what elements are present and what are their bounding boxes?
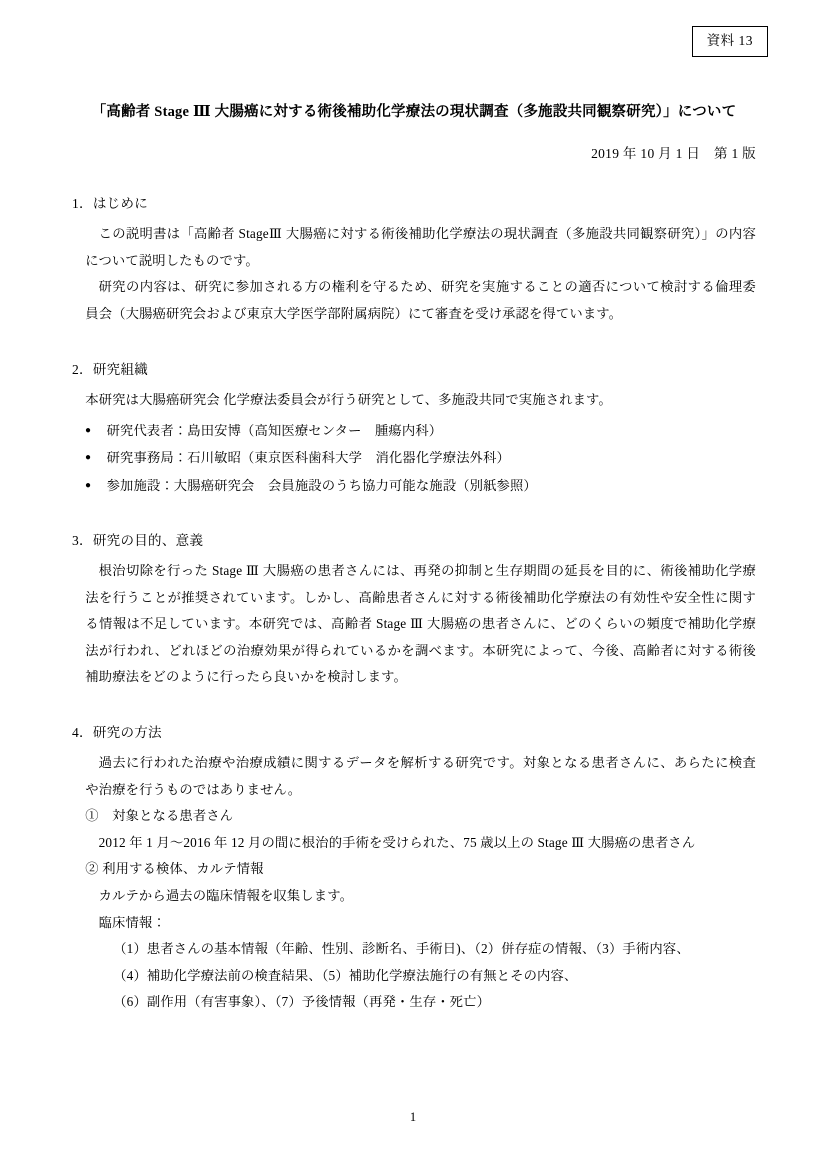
page-title: 「高齢者 Stage Ⅲ 大腸癌に対する術後補助化学療法の現状調査（多施設共同観察研究）」について xyxy=(91,104,737,120)
section-introduction xyxy=(72,192,756,327)
bullet-dot-icon: ● xyxy=(85,479,92,491)
list-item-label: 参加施設：大腸癌研究会 会員施設のうち協力可能な施設（別紙参照） xyxy=(106,477,537,493)
section-heading: 4．研究の方法 xyxy=(72,724,162,740)
section-heading: 3．研究の目的、意義 xyxy=(72,532,204,548)
section-methods xyxy=(72,721,756,1016)
bullet-dot-icon: ● xyxy=(85,425,92,437)
numbered-item-label: ① 対象となる患者さん xyxy=(85,808,234,824)
paragraph: この説明書は「高齢者 StageⅢ 大腸癌に対する術後補助化学療法の現状調査（多施設共同観察研究）」の内容について説明したものです。 xyxy=(85,226,756,268)
list-item xyxy=(72,444,756,471)
list-item xyxy=(72,472,756,499)
numbered-item-line: 臨床情報： xyxy=(98,914,166,930)
numbered-item-line: 2012 年 1 月～2016 年 12 月の間に根治的手術を受けられた、75 歳以上の Stage Ⅲ 大腸癌の患者さん xyxy=(98,834,696,850)
section-research-organization xyxy=(72,358,756,499)
paragraph: 研究の内容は、研究に参加される方の権利を守るため、研究を実施することの適否について検討する倫理委員会（大腸癌研究会および東京大学医学部附属病院）にて審査を受け承認を得ています。 xyxy=(85,279,756,322)
numbered-item-label: ② 利用する検体、カルテ情報 xyxy=(85,861,264,877)
list-item xyxy=(72,417,756,444)
list-item-label: 研究代表者：島田安博（高知医療センター 腫瘍内科） xyxy=(106,423,443,439)
paragraph: 根治切除を行った Stage Ⅲ 大腸癌の患者さんには、再発の抑制と生存期間の延長を目的に、術後補助化学療法を行うことが推奨されています。しかし、高齢患者さんに対する術後補助化学療法の有効性や安全性に関する情報は不足しています。本研究では、高齢者 Stage Ⅲ 大腸癌の患者さんに、どのくらいの頻度で補助化学療法が行われ、どれほどの治療効果が得られているかを調べます。本研究によって、今後、高齢者に対する術後補助療法をどのように行ったら良いかを検討します。 xyxy=(85,562,756,685)
numbered-item-detail: （6）副作用（有害事象）、（7）予後情報（再発・生存・死亡） xyxy=(113,994,491,1010)
document-body xyxy=(72,98,756,1016)
page-number: 1 xyxy=(409,1110,417,1124)
document-date: 2019 年 10 月 1 日 第 1 版 xyxy=(591,146,756,162)
numbered-item-detail: （1）患者さんの基本情報（年齢、性別、診断名、手術日)、（2）併存症の情報、（3）手術内容、 xyxy=(113,941,690,957)
numbered-item-line: カルテから過去の臨床情報を収集します。 xyxy=(98,887,354,903)
bullet-dot-icon: ● xyxy=(85,452,92,464)
section-purpose xyxy=(72,529,756,691)
organization-list xyxy=(72,417,756,499)
paragraph: 過去に行われた治療や治療成績に関するデータを解析する研究です。対象となる患者さんに、あらたに検査や治療を行うものではありません。 xyxy=(85,754,756,797)
section-heading: 1．はじめに xyxy=(72,196,149,212)
paragraph: 本研究は大腸癌研究会 化学療法委員会が行う研究として、多施設共同で実施されます。 xyxy=(85,391,612,407)
numbered-item-detail: （4）補助化学療法前の検査結果、（5）補助化学療法施行の有無とその内容、 xyxy=(113,967,578,983)
list-item-label: 研究事務局：石川敏昭（東京医科歯科大学 消化器化学療法外科） xyxy=(106,450,510,466)
section-heading: 2．研究組織 xyxy=(72,361,149,377)
document-number-badge: 資料 13 xyxy=(692,26,768,57)
